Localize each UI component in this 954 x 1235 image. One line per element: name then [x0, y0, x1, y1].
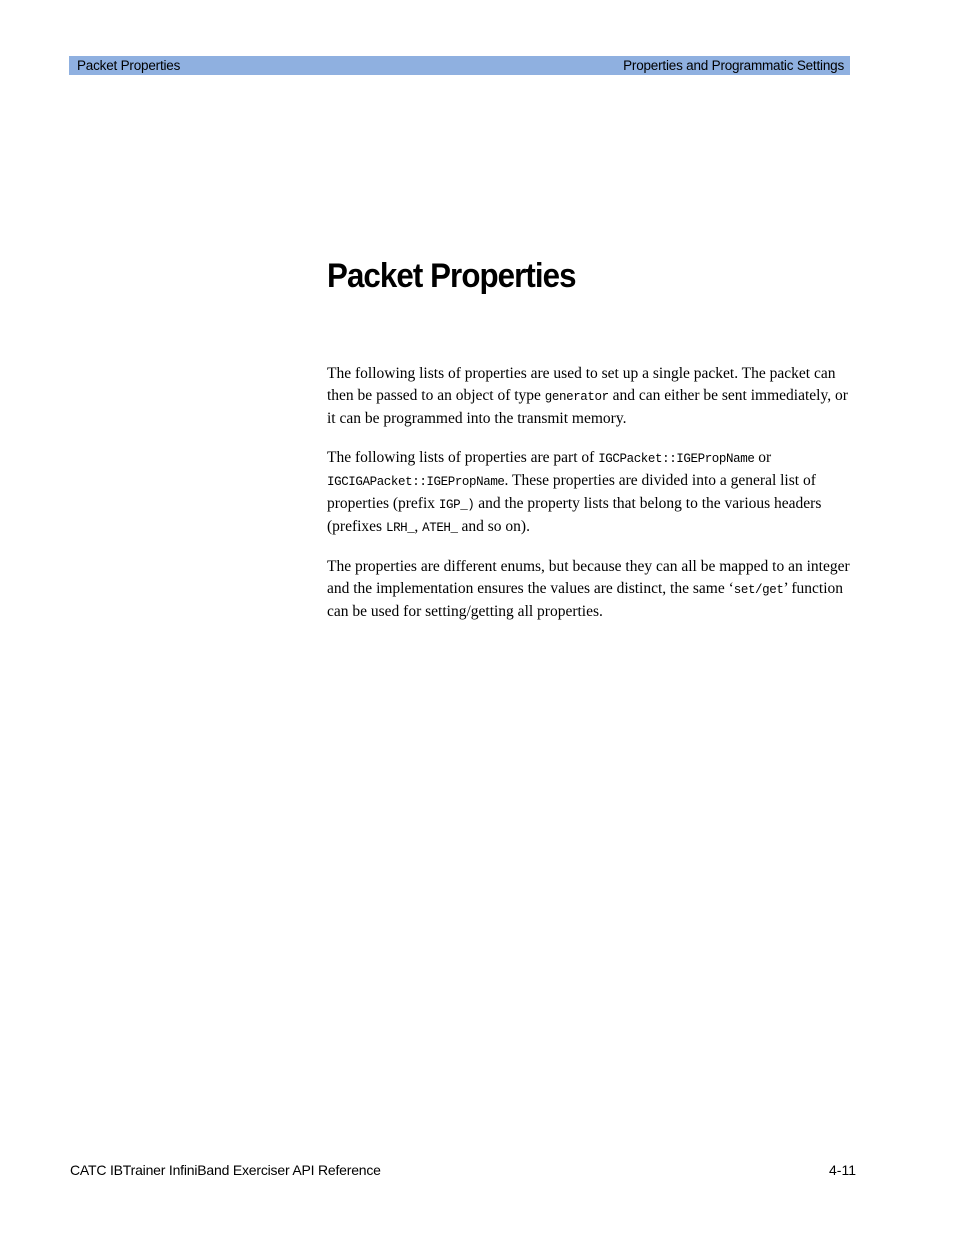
text-run: ,: [414, 518, 423, 535]
text-run: The following lists of properties are used to set up a single packet. The packet can then be passed to an object of type: [327, 365, 836, 404]
code-lrh-prefix: LRH_: [385, 521, 415, 535]
header-chapter-title: Properties and Programmatic Settings: [623, 58, 844, 73]
text-run: or: [754, 449, 772, 466]
text-run: and can either be sent immediately, or it can be programmed into the transmit memory.: [327, 387, 848, 427]
code-igcpacket-propname: IGCPacket::IGEPropName: [598, 452, 755, 466]
page-title: Packet Properties: [327, 257, 576, 295]
running-header: [69, 56, 850, 75]
code-set-get: set/get: [733, 583, 784, 597]
footer-document-title: CATC IBTrainer InfiniBand Exerciser API Reference: [70, 1162, 381, 1178]
paragraph-enums: [327, 556, 851, 623]
text-run: The following lists of properties are part of: [327, 449, 599, 466]
body-text: [327, 363, 851, 640]
code-igcigapacket-propname: IGCIGAPacket::IGEPropName: [327, 475, 505, 489]
code-igp-prefix: IGP_): [438, 498, 475, 512]
code-generator: generator: [544, 390, 609, 404]
text-run: and the property lists that belong to the various headers (prefixes: [327, 495, 822, 535]
text-run: . These properties are divided into a general list of properties (prefix: [327, 472, 816, 512]
text-run: and so on).: [457, 518, 530, 535]
paragraph-intro: [327, 363, 851, 430]
header-section-title: Packet Properties: [77, 58, 181, 73]
footer-page-number: 4-11: [829, 1162, 856, 1178]
text-run: ’ function can be used for setting/getting all properties.: [327, 580, 844, 620]
code-ateh-prefix: ATEH_: [422, 521, 458, 535]
paragraph-property-lists: [327, 447, 851, 539]
text-run: The properties are different enums, but because they can all be mapped to an integer and the implementation ensures the values are distinct, the same ‘: [327, 558, 850, 597]
